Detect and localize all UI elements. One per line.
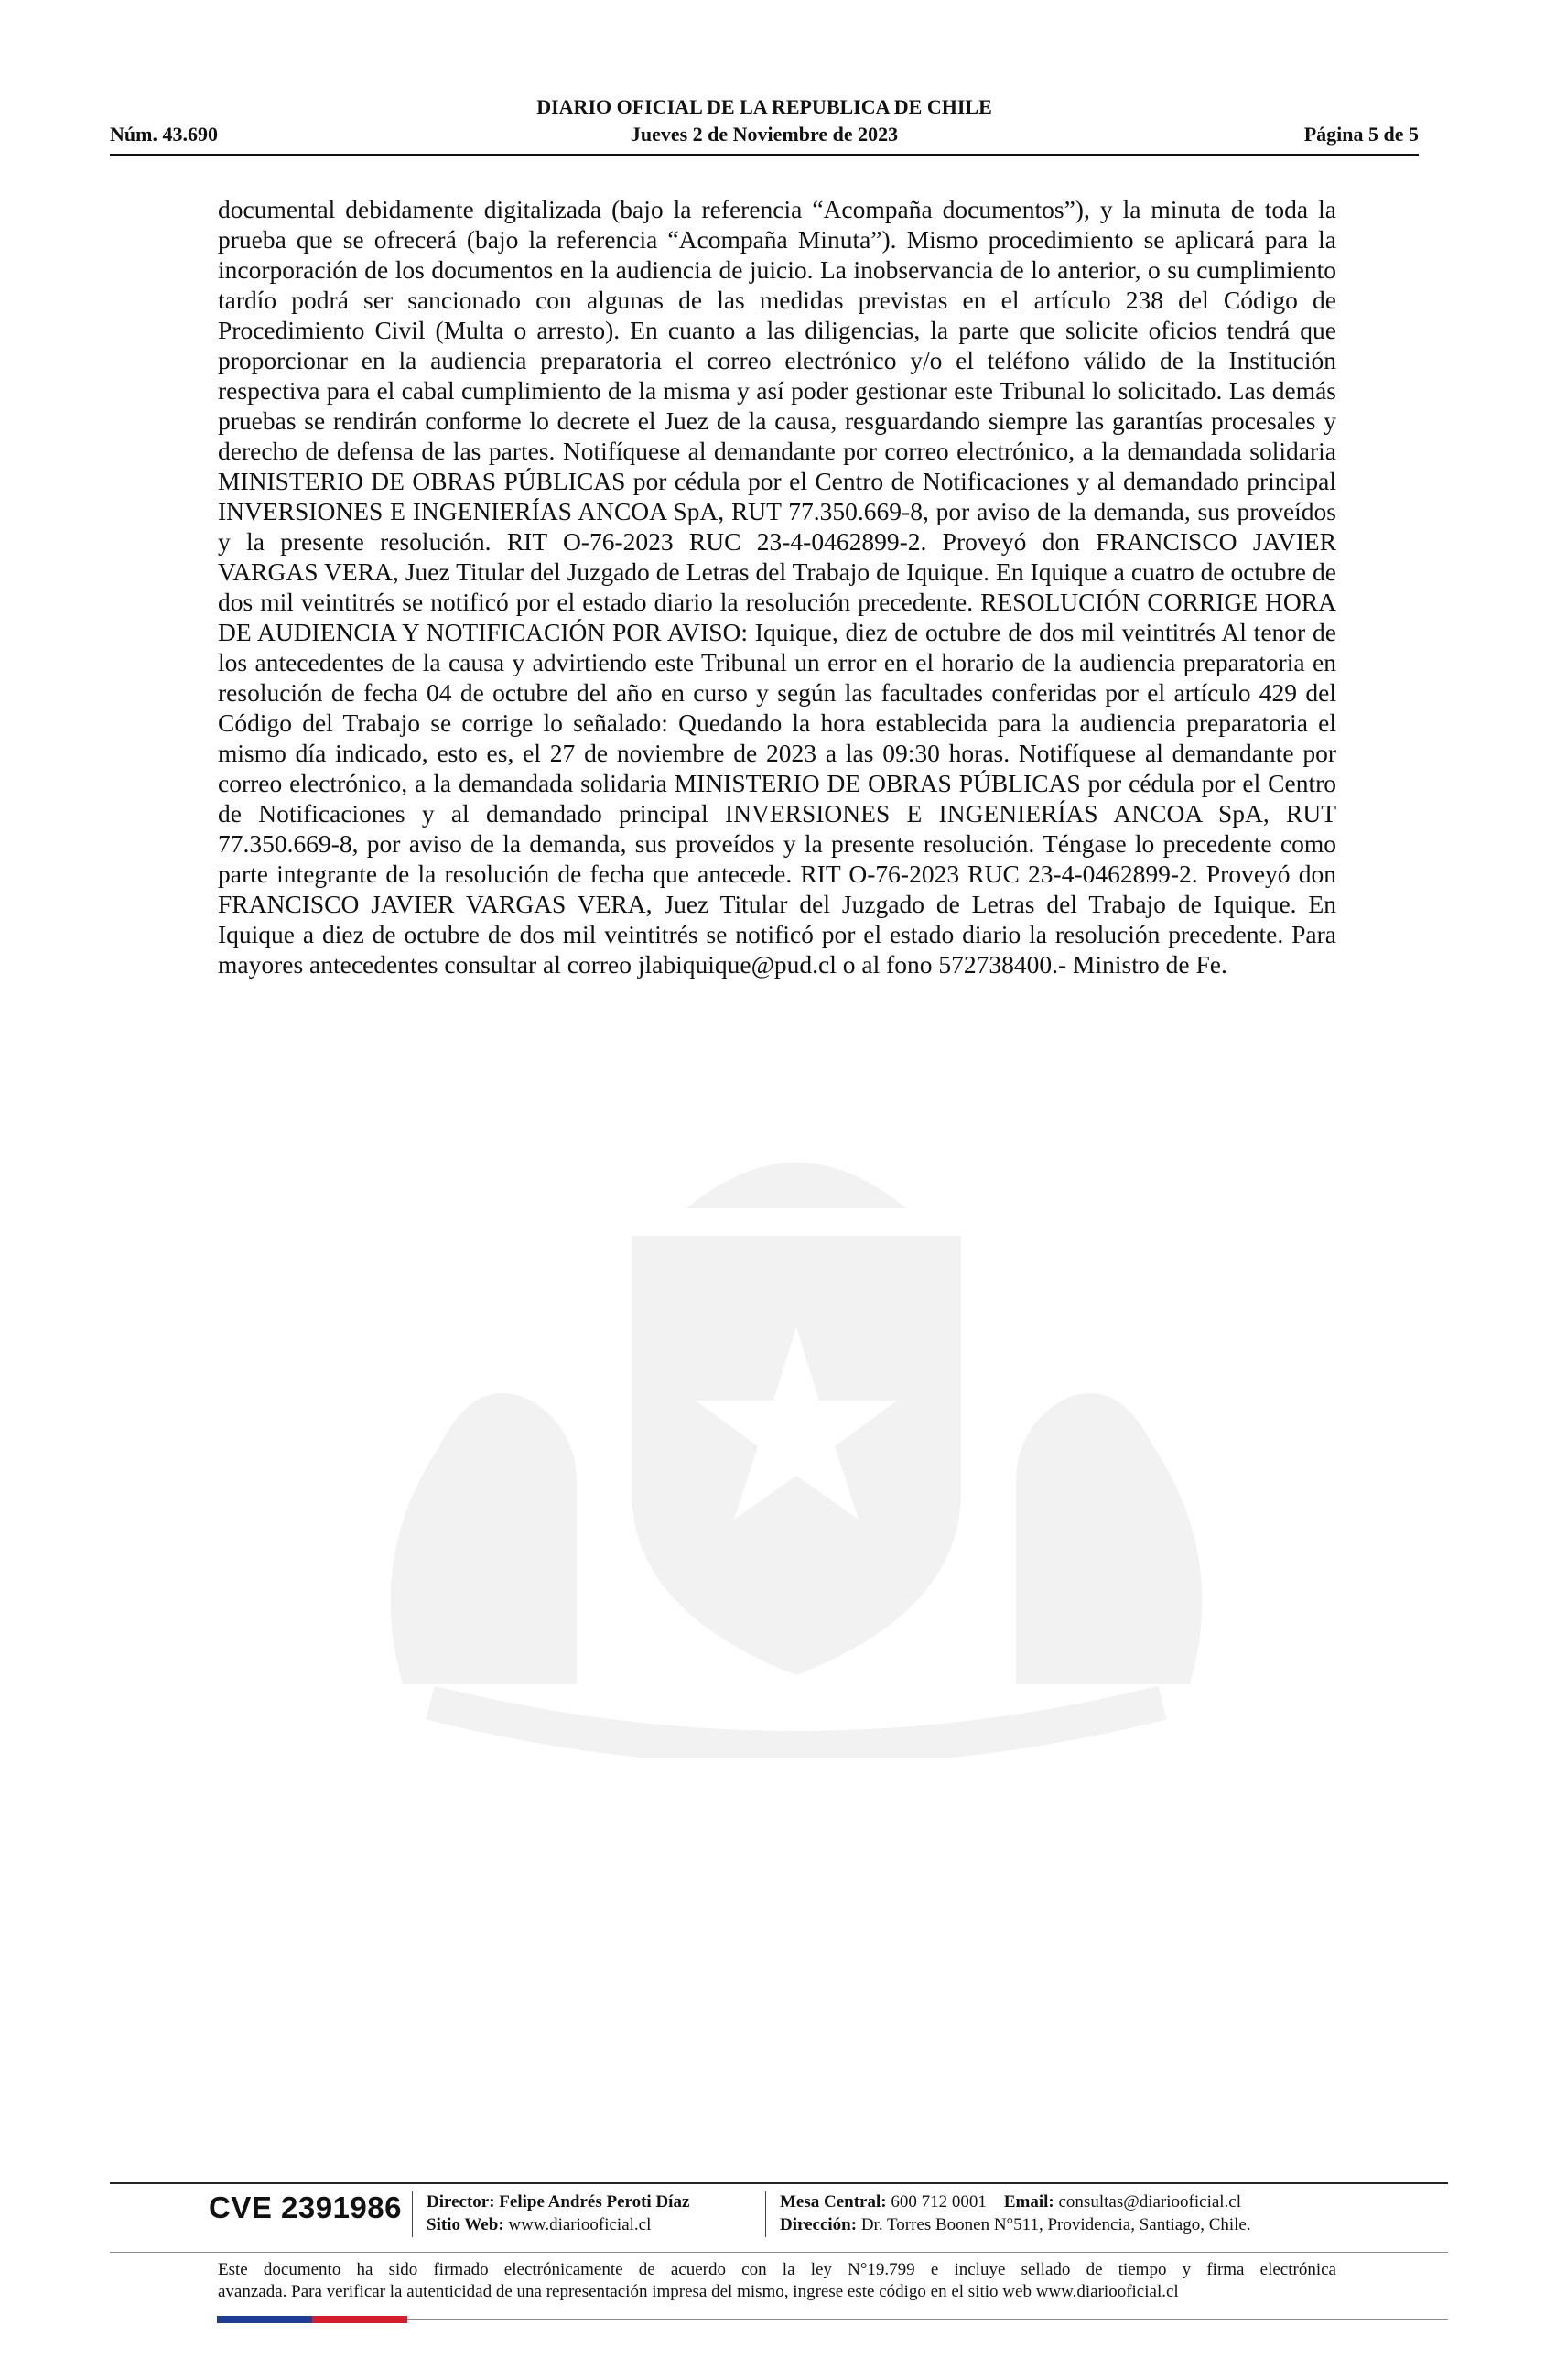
legal-notice <box>218 2259 1336 2303</box>
phone-label: Mesa Central: <box>780 2192 887 2212</box>
footer-divider <box>407 2319 1448 2320</box>
footer-separator <box>412 2191 413 2237</box>
resolution-text: documental debidamente digitalizada (bajo la referencia “Acompaña documentos”), y la minuta de toda la prueba que se ofrecerá (bajo la referencia “Acompaña Minuta”). Mismo procedimiento se aplicará para la incorporación de los documentos en la audiencia de juicio. La inobservancia de lo anterior, o su cumplimiento tardío podrá ser sancionado con algunas de las medidas previstas en el artículo 238 del Código de Procedimiento Civil (Multa o arresto). En cuanto a las diligencias, la parte que solicite oficios tendrá que proporcionar en la audiencia preparatoria el correo electrónico y/o el teléfono válido de la Institución respectiva para el cabal cumplimiento de la misma y así poder gestionar este Tribunal lo solicitado. Las demás pruebas se rendirán conforme lo decrete el Juez de la causa, resguardando siempre las garantías procesales y derecho de defensa de las partes. Notifíquese al demandante por correo electrónico, a la demandada solidaria MINISTERIO DE OBRAS PÚBLICAS por cédula por el Centro de Notificaciones y al demandado principal INVERSIONES E INGENIERÍAS ANCOA SpA, RUT 77.350.669-8, por aviso de la demanda, sus proveídos y la presente resolución. RIT O-76-2023 RUC 23-4-0462899-2. Proveyó don FRANCISCO JAVIER VARGAS VERA, Juez Titular del Juzgado de Letras del Trabajo de Iquique. En Iquique a cuatro de octubre de dos mil veintitrés se notificó por el estado diario la resolución precedente. RESOLUCIÓN CORRIGE HORA DE AUDIENCIA Y NOTIFICACIÓN POR AVISO: Iquique, diez de octubre de dos mil veintitrés Al tenor de los antecedentes de la causa y advirtiendo este Tribunal un error en el horario de la audiencia preparatoria en resolución de fecha 04 de octubre del año en curso y según las facultades conferidas por el artículo 429 del Código del Trabajo se corrige lo señalado: Quedando la hora establecida para la audiencia preparatoria el mismo día indicado, esto es, el 27 de noviembre de 2023 a las 09:30 horas. Notifíquese al demandante por correo electrónico, a la demandada solidaria MINISTERIO DE OBRAS PÚBLICAS por cédula por el Centro de Notificaciones y al demandado principal INVERSIONES E INGENIERÍAS ANCOA SpA, RUT 77.350.669-8, por aviso de la demanda, sus proveídos y la presente resolución. Téngase lo precedente como parte integrante de la resolución de fecha que antecede. RIT O-76-2023 RUC 23-4-0462899-2. Proveyó don FRANCISCO JAVIER VARGAS VERA, Juez Titular del Juzgado de Letras del Trabajo de Iquique. En Iquique a diez de octubre de dos mil veintitrés se notificó por el estado diario la resolución precedente. Para mayores antecedentes consultar al correo jlabiquique@pud.cl o al fono 572738400.- Ministro de Fe. <box>218 195 1336 979</box>
publication-title: DIARIO OFICIAL DE LA REPUBLICA DE CHILE <box>536 95 992 118</box>
address-text: Dr. Torres Boonen N°511, Providencia, Santiago, Chile. <box>860 2215 1251 2234</box>
director-info <box>427 2191 689 2236</box>
contact-info <box>780 2191 1251 2236</box>
cve-code: CVE 2391986 <box>209 2191 402 2224</box>
legal-line: Este documento ha sido firmado electrónicamente de acuerdo con la ley N°19.799 e incluye sellado de tiempo y firma electrónica <box>218 2260 1336 2279</box>
address-label: Dirección: <box>780 2215 858 2234</box>
page-number: Página 5 de 5 <box>1303 123 1419 146</box>
legal-line: avanzada. Para verificar la autenticidad de una representación impresa del mismo, ingrese este código en el sitio web www.diariooficial.cl <box>218 2282 1179 2301</box>
footer-divider <box>110 2252 1448 2253</box>
chilean-coat-of-arms-icon <box>302 1098 1291 1758</box>
website-label: Sitio Web: <box>427 2215 504 2234</box>
issue-date: Jueves 2 de Noviembre de 2023 <box>630 123 899 146</box>
flag-blue-band <box>217 2316 312 2323</box>
email-label: Email: <box>1003 2192 1054 2212</box>
email-link[interactable]: consultas@diariooficial.cl <box>1058 2192 1242 2212</box>
header-divider <box>110 154 1419 156</box>
director-name: Felipe Andrés Peroti Díaz <box>499 2192 690 2212</box>
footer-divider <box>110 2182 1448 2184</box>
website-link[interactable]: www.diariooficial.cl <box>508 2215 652 2234</box>
flag-red-band <box>312 2316 407 2323</box>
issue-number: Núm. 43.690 <box>110 123 218 146</box>
flag-stripe <box>217 2316 407 2323</box>
footer-separator <box>765 2191 766 2237</box>
director-label: Director: <box>427 2192 495 2212</box>
phone-number: 600 712 0001 <box>891 2192 987 2212</box>
page-header <box>110 90 1419 161</box>
